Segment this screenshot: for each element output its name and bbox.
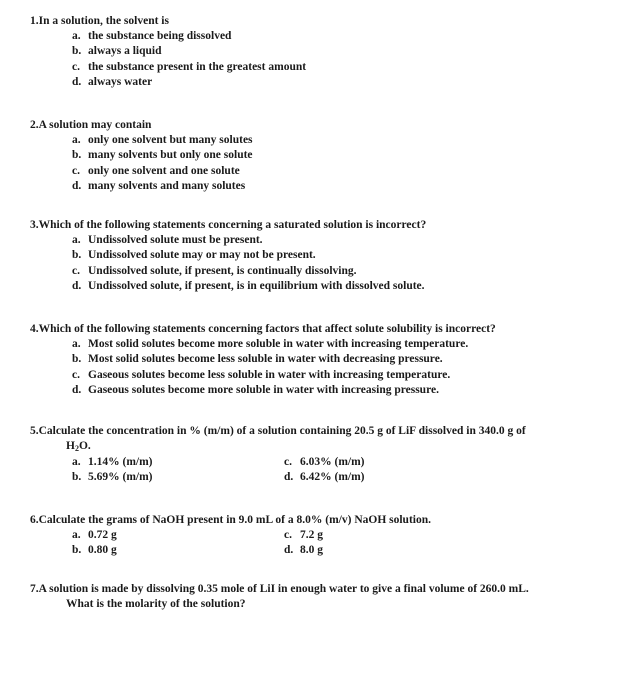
option-a — [72, 455, 284, 470]
option-text: 0.72 g — [88, 529, 117, 542]
option-text: 7.2 g — [300, 529, 323, 542]
option-text: 8.0 g — [300, 544, 323, 557]
option-text: 1.14% (m/m) — [88, 455, 153, 468]
option-b — [72, 543, 284, 558]
option-text: Gaseous solutes become less soluble in water with increasing temperature. — [88, 368, 451, 381]
option-letter: a. — [72, 455, 81, 468]
option-letter: c. — [72, 164, 80, 177]
option-d — [284, 543, 524, 558]
question-2-options — [30, 133, 610, 194]
question-2 — [30, 118, 610, 194]
option-d — [284, 470, 524, 485]
option-text: 0.80 g — [88, 544, 117, 557]
question-4-options — [30, 337, 610, 398]
option-text: Undissolved solute, if present, is continually dissolving. — [88, 264, 357, 277]
option-d — [72, 179, 610, 194]
option-text: 5.69% (m/m) — [88, 470, 153, 483]
option-text: Undissolved solute must be present. — [88, 234, 263, 247]
option-b — [72, 148, 610, 163]
option-letter: b. — [72, 45, 82, 58]
option-text: the substance being dissolved — [88, 30, 232, 43]
option-c — [72, 60, 610, 75]
question-3-stem: 3.Which of the following statements concerning a saturated solution is incorrect? — [30, 219, 427, 231]
option-c — [72, 264, 610, 279]
option-letter: a. — [72, 134, 81, 147]
option-letter: b. — [72, 353, 82, 366]
option-b — [72, 470, 284, 485]
option-letter: b. — [72, 544, 82, 557]
question-7 — [30, 582, 610, 612]
question-5-stem-continuation: $H_2O$. — [66, 440, 91, 454]
option-b — [72, 248, 610, 263]
question-1-options — [30, 29, 610, 90]
option-letter: d. — [284, 470, 294, 483]
question-4 — [30, 322, 610, 398]
option-text: Gaseous solutes become more soluble in water with increasing pressure. — [88, 383, 439, 396]
question-2-stem: 2.A solution may contain — [30, 119, 152, 131]
option-letter: a. — [72, 30, 81, 43]
option-letter: b. — [72, 470, 82, 483]
question-6 — [30, 513, 610, 559]
option-text: Undissolved solute may or may not be present. — [88, 249, 316, 262]
option-text: the substance present in the greatest amount — [88, 60, 307, 73]
option-text: only one solvent but many solutes — [88, 134, 253, 147]
question-6-options — [30, 528, 610, 558]
option-c — [72, 368, 610, 383]
option-b — [72, 44, 610, 59]
option-letter: d. — [72, 179, 82, 192]
option-text: always water — [88, 75, 153, 88]
option-text: 6.03% (m/m) — [300, 455, 365, 468]
option-letter: a. — [72, 529, 81, 542]
option-c — [284, 528, 524, 543]
option-letter: b. — [72, 149, 82, 162]
option-text: Undissolved solute, if present, is in equilibrium with dissolved solute. — [88, 279, 425, 292]
option-a — [72, 233, 610, 248]
option-letter: a. — [72, 338, 81, 351]
question-5-stem: 5.Calculate the concentration in % (m/m) of a solution containing 20.5 g of LiF dissolved in 340.0 g of — [30, 425, 526, 437]
option-letter: c. — [72, 264, 80, 277]
option-letter: a. — [72, 234, 81, 247]
question-3-options — [30, 233, 610, 294]
option-letter: d. — [72, 383, 82, 396]
option-a — [72, 29, 610, 44]
question-1-stem: 1.In a solution, the solvent is — [30, 15, 169, 27]
question-4-stem: 4.Which of the following statements concerning factors that affect solute solubility is incorrect? — [30, 323, 496, 335]
question-6-stem: 6.Calculate the grams of NaOH present in 9.0 mL of a 8.0% (m/v) NaOH solution. — [30, 514, 431, 526]
option-text: many solvents and many solutes — [88, 179, 246, 192]
option-d — [72, 75, 610, 90]
option-d — [72, 383, 610, 398]
option-letter: d. — [284, 544, 294, 557]
question-5 — [30, 424, 610, 485]
option-b — [72, 352, 610, 367]
option-text: only one solvent and one solute — [88, 164, 240, 177]
question-7-stem-continuation: What is the molarity of the solution? — [66, 598, 246, 611]
option-letter: b. — [72, 249, 82, 262]
question-7-stem: 7.A solution is made by dissolving 0.35 mole of LiI in enough water to give a final volume of 260.0 mL. — [30, 583, 529, 595]
question-3 — [30, 218, 610, 294]
option-a — [72, 133, 610, 148]
option-text: 6.42% (m/m) — [300, 470, 365, 483]
option-text: many solvents but only one solute — [88, 149, 253, 162]
question-1 — [30, 14, 610, 90]
option-letter: c. — [72, 60, 80, 73]
option-letter: d. — [72, 75, 82, 88]
question-5-options — [30, 455, 610, 485]
option-text: Most solid solutes become less soluble in water with decreasing pressure. — [88, 353, 443, 366]
option-letter: c. — [72, 368, 80, 381]
option-d — [72, 279, 610, 294]
option-letter: c. — [284, 529, 292, 542]
option-letter: c. — [284, 455, 292, 468]
option-letter: d. — [72, 279, 82, 292]
option-text: always a liquid — [88, 45, 162, 58]
option-text: Most solid solutes become more soluble in water with increasing temperature. — [88, 338, 469, 351]
option-c — [72, 164, 610, 179]
option-a — [72, 337, 610, 352]
option-a — [72, 528, 284, 543]
option-c — [284, 455, 524, 470]
